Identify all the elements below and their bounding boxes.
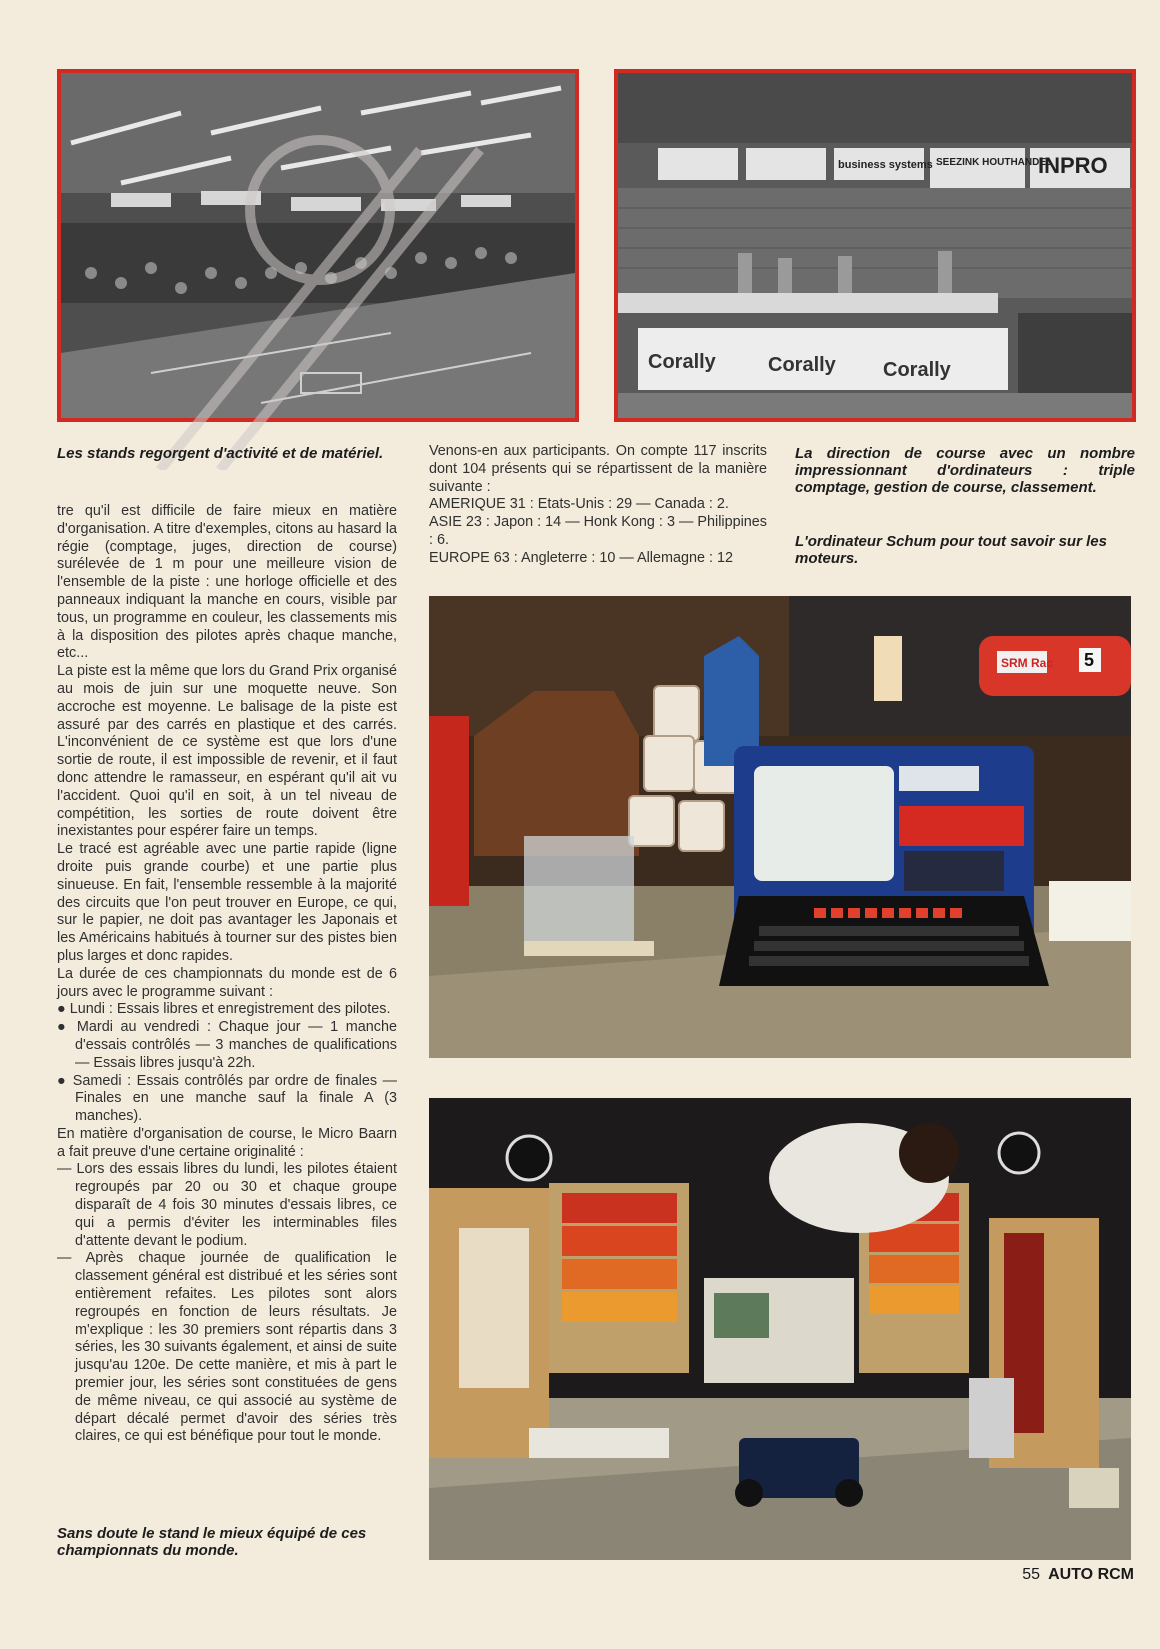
photo-best-stand bbox=[429, 1098, 1131, 1560]
car-sponsor-srm: SRM Rac bbox=[1001, 656, 1054, 670]
participants-asia: ASIE 23 : Japon : 14 — Honk Kong : 3 — Philippines : 6. bbox=[429, 514, 767, 548]
caption-best-stand: Sans doute le stand le mieux équipé de ces championnats du monde. bbox=[57, 1525, 367, 1559]
program-mardi-vendredi: ● Mardi au vendredi : Chaque jour — 1 manche d'essais contrôlés — 3 manches de qualifications — Essais libres jusqu'à 22h. bbox=[57, 1019, 397, 1071]
participants-europe: EUROPE 63 : Angleterre : 10 — Allemagne : 12 bbox=[429, 549, 733, 566]
program-lundi: ● Lundi : Essais libres et enregistrement des pilotes. bbox=[57, 1001, 391, 1018]
photo-stands-hall bbox=[57, 69, 579, 422]
banner-corally-1: Corally bbox=[648, 351, 716, 373]
caption-race-direction: La direction de course avec un nombre impressionnant d'ordinateurs : triple comptage, gestion de course, classement. bbox=[795, 445, 1135, 496]
paragraph-duree: La durée de ces championnats du monde est de 6 jours avec le programme suivant : bbox=[57, 965, 397, 1000]
article-left-column bbox=[57, 503, 397, 1446]
hall-photo-graphic bbox=[61, 73, 575, 418]
item-essais-lundi: — Lors des essais libres du lundi, les pilotes étaient regroupés par 20 ou 30 et chaque groupe disparaît de 4 fois 30 minutes d'essais libres, ce qui a permis d'éviter les interminables files d'attente devant le podium. bbox=[57, 1161, 397, 1249]
stand-photo-graphic bbox=[429, 1098, 1131, 1560]
banner-business-systems: business systems bbox=[838, 159, 933, 171]
paragraph-piste: La piste est la même que lors du Grand Prix organisé au mois de juin sur une moquette neuve. Son accroche est moyenne. Le balisage de la piste est assuré par des carrés en plastique et des carrés. L'inconvénient de ce système est que lors d'une sortie de route, il est impossible de revenir, et il faut donc attendre le ramasseur, en espérant qu'il ait vu l'accident. Quoi qu'il en soit, à un tel niveau de compétition, les sorties de route doivent être inexistantes pour espérer faire un temps. bbox=[57, 663, 397, 840]
banner-seezink: SEEZINK HOUTHANDEL bbox=[936, 157, 1053, 168]
photo-schum-computer bbox=[429, 596, 1131, 1058]
participants-intro: Venons-en aux participants. On compte 117 inscrits dont 104 présents qui se répartissent de la manière suivante : bbox=[429, 443, 767, 495]
race-direction-photo-graphic bbox=[618, 73, 1132, 418]
paragraph-organisation: tre qu'il est difficile de faire mieux en matière d'organisation. A titre d'exemples, citons au hasard la régie (comptage, juges, direction de course) surélevée de 1 m pour une meilleure vision de l'ensemble de la piste : une horloge officielle et des panneaux indiquant la manche en cours, visible par tous, un programme en couleur, les classements mis à la disposition des pilotes après chaque manche, etc... bbox=[57, 503, 397, 662]
participants-america: AMERIQUE 31 : Etats-Unis : 29 — Canada : 2. bbox=[429, 496, 729, 513]
page-footer bbox=[1022, 1566, 1134, 1584]
participants-text bbox=[429, 443, 767, 568]
paragraph-trace: Le tracé est agréable avec une partie rapide (ligne droite puis grande courbe) et une partie plus sinueuse. En fait, l'ensemble ressemble à la majorité des circuits que l'on peut trouver en Europe, ce qui, sur le papier, ne doit pas avantager les Japonais et les Américains habitués à tourner sur des pistes bien plus larges et donc rapides. bbox=[57, 841, 397, 964]
schum-photo-graphic bbox=[429, 596, 1131, 1058]
banner-corally-3: Corally bbox=[883, 359, 951, 381]
caption-stands: Les stands regorgent d'activité et de matériel. bbox=[57, 445, 384, 462]
page-number: 55 bbox=[1022, 1566, 1041, 1583]
item-classement: — Après chaque journée de qualification le classement général est distribué et les séries sont entièrement refaites. Les pilotes sont alors regroupés en fonction de leurs résultats. Je m'explique : les 30 premiers sont répartis dans 3 séries, les 30 suivants également, et ainsi de suite jusqu'au 120e. De cette manière, et mis à part le premier jour, les séries sont constituées de gens de même niveau, ce qui associé au système de départ décalé permet d'avoir des séries très claires, ce qui est bénéfique pour tout le monde. bbox=[57, 1250, 397, 1445]
caption-schum-computer: L'ordinateur Schum pour tout savoir sur les moteurs. bbox=[795, 533, 1107, 567]
car-number: 5 bbox=[1084, 650, 1095, 670]
banner-inpro: INPRO bbox=[1038, 153, 1108, 178]
magazine-name: AUTO RCM bbox=[1048, 1566, 1134, 1583]
photo-race-direction bbox=[614, 69, 1136, 422]
paragraph-originalite: En matière d'organisation de course, le Micro Baarn a fait preuve d'une certaine originalité : bbox=[57, 1125, 397, 1160]
program-samedi: ● Samedi : Essais contrôlés par ordre de finales — Finales en une manche sauf la finale A (3 manches). bbox=[57, 1072, 397, 1125]
banner-corally-2: Corally bbox=[768, 354, 836, 376]
